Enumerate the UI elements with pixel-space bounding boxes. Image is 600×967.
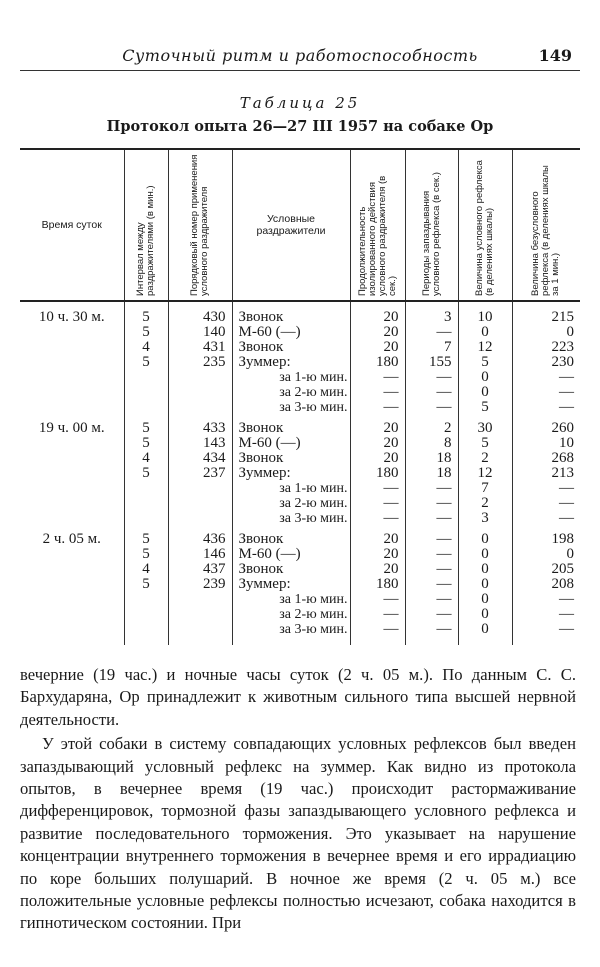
table-cell: Звонок — [232, 451, 350, 466]
table-cell: — — [512, 370, 580, 385]
table-cell: за 1-ю мин. — [232, 481, 350, 496]
table-cell: — — [350, 622, 405, 645]
table-cell: 10 — [512, 436, 580, 451]
table-cell — [168, 622, 232, 645]
table-title: Протокол опыта 26—27 III 1957 на собаке Ор — [106, 118, 494, 135]
table-cell: Звонок — [232, 415, 350, 436]
paragraph: вечерние (19 час.) и ночные часы суток (2 ч. 05 м.). По данным С. С. Бархударяна, Ор принадлежит к животным сильного типа высшей нервной деятельности. — [20, 665, 576, 729]
table-cell — [168, 385, 232, 400]
table-row — [20, 607, 580, 622]
table-number: Таблица 25 — [239, 94, 361, 112]
table-cell: 0 — [458, 607, 512, 622]
table-cell — [124, 481, 168, 496]
table-cell: 208 — [512, 577, 580, 592]
table-cell: 20 — [350, 547, 405, 562]
time-cell — [20, 436, 124, 451]
table-cell: 20 — [350, 415, 405, 436]
table-cell: 434 — [168, 451, 232, 466]
header-rule — [20, 70, 580, 71]
time-cell: 2 ч. 05 м. — [42, 531, 101, 547]
column-header — [168, 149, 232, 301]
table-cell: Зуммер: — [232, 355, 350, 370]
running-head-title: Суточный ритм и работоспособность — [122, 46, 478, 65]
time-cell — [20, 547, 124, 562]
time-cell — [20, 511, 124, 526]
table-cell: — — [350, 511, 405, 526]
time-cell — [20, 385, 124, 400]
table-cell — [124, 511, 168, 526]
paragraph: У этой собаки в систему совпадающих условных рефлексов был введен запаздывающий условный рефлекс на зуммер. Как видно из протокола опытов, в вечернее время (19 час.) происходит растормаживание дифференцировок, тормозной фазы запаздывающего условного рефлекса и развитие последовательного торможения. Это указывает на нарушение концентрации внутреннего торможения в вечернее время и его иррадиацию по коре больших полушарий. В ночное же время (2 ч. 05 м.) все положительные условные рефлексы полностью исчезают, собака находится в гипнотическом состоянии. При — [20, 734, 576, 933]
table-cell: 0 — [458, 385, 512, 400]
table-cell: 5 — [124, 526, 168, 547]
table-cell: 205 — [512, 562, 580, 577]
table-cell: 0 — [458, 547, 512, 562]
table-cell — [168, 607, 232, 622]
table-cell: 5 — [124, 547, 168, 562]
table-row — [20, 436, 580, 451]
table-row — [20, 385, 580, 400]
time-cell — [20, 592, 124, 607]
table-cell: — — [405, 562, 458, 577]
table-cell: — — [405, 400, 458, 415]
table-cell: 260 — [512, 415, 580, 436]
table-cell: 213 — [512, 466, 580, 481]
table-cell: 20 — [350, 301, 405, 325]
table-cell: 3 — [458, 511, 512, 526]
table-cell: 20 — [350, 526, 405, 547]
table-cell: за 3-ю мин. — [232, 511, 350, 526]
table-cell: — — [405, 622, 458, 645]
table-cell: — — [405, 481, 458, 496]
table-cell — [168, 481, 232, 496]
table-cell: 140 — [168, 325, 232, 340]
table-cell — [124, 496, 168, 511]
table-cell: 20 — [350, 436, 405, 451]
table-cell — [124, 592, 168, 607]
table-cell — [168, 592, 232, 607]
table-cell: 20 — [350, 340, 405, 355]
table-cell: — — [350, 592, 405, 607]
table-cell: за 1-ю мин. — [232, 370, 350, 385]
table-cell: — — [512, 511, 580, 526]
column-header-text: Порядковый номер применения условного раздражителя — [189, 154, 210, 296]
time-cell — [20, 562, 124, 577]
column-header-text: Периоды запаздывания условного рефлекса (в сек.) — [420, 172, 442, 296]
table-cell: 430 — [168, 301, 232, 325]
table-cell: М-60 (—) — [232, 547, 350, 562]
table-cell: 5 — [124, 301, 168, 325]
table-cell: 155 — [405, 355, 458, 370]
table-row — [20, 355, 580, 370]
table-cell: — — [512, 592, 580, 607]
table-cell: 235 — [168, 355, 232, 370]
table-row — [20, 562, 580, 577]
table-cell: за 2-ю мин. — [232, 385, 350, 400]
column-header — [405, 149, 458, 301]
table-cell — [124, 370, 168, 385]
table-cell — [124, 622, 168, 645]
table-row — [20, 415, 580, 436]
table-cell: — — [512, 607, 580, 622]
table-cell — [168, 400, 232, 415]
table-cell: 18 — [405, 451, 458, 466]
table-cell: 198 — [512, 526, 580, 547]
table-cell: 5 — [124, 325, 168, 340]
table-cell: 20 — [350, 451, 405, 466]
table-row — [20, 325, 580, 340]
table-cell: — — [405, 370, 458, 385]
table-cell: — — [405, 547, 458, 562]
table-row — [20, 577, 580, 592]
table-cell: 7 — [458, 481, 512, 496]
time-cell — [20, 370, 124, 385]
table-row — [20, 622, 580, 645]
table-cell: — — [405, 577, 458, 592]
table-row — [20, 511, 580, 526]
table-cell: 436 — [168, 526, 232, 547]
table-cell: 215 — [512, 301, 580, 325]
table-cell: — — [350, 496, 405, 511]
table-cell: 0 — [458, 592, 512, 607]
column-header-text: Величина условного рефлекса (в делениях шкалы) — [474, 160, 495, 296]
table-cell: 268 — [512, 451, 580, 466]
column-header — [124, 149, 168, 301]
table-row — [20, 496, 580, 511]
table-cell: за 2-ю мин. — [232, 496, 350, 511]
table-cell: 2 — [458, 451, 512, 466]
table-row — [20, 466, 580, 481]
table-cell: 10 — [458, 301, 512, 325]
table-cell: 30 — [458, 415, 512, 436]
table-cell: 180 — [350, 355, 405, 370]
table-row — [20, 301, 580, 325]
table-cell: 4 — [124, 451, 168, 466]
column-header: Условные раздражители — [232, 149, 350, 301]
table-cell: 12 — [458, 466, 512, 481]
table-cell: — — [512, 385, 580, 400]
table-cell: 7 — [405, 340, 458, 355]
table-cell: М-60 (—) — [232, 325, 350, 340]
table-cell: — — [512, 622, 580, 645]
table-cell: 5 — [458, 436, 512, 451]
table-cell: за 3-ю мин. — [232, 400, 350, 415]
table-cell: — — [350, 481, 405, 496]
table-row — [20, 340, 580, 355]
table-row — [20, 526, 580, 547]
table-cell: 2 — [405, 415, 458, 436]
table-cell — [168, 370, 232, 385]
body-text — [20, 664, 576, 935]
table-row — [20, 451, 580, 466]
table-cell: 180 — [350, 466, 405, 481]
table-row — [20, 370, 580, 385]
table-cell: 0 — [458, 577, 512, 592]
table-cell: — — [350, 385, 405, 400]
table-cell: — — [350, 607, 405, 622]
table-cell: Звонок — [232, 526, 350, 547]
time-cell: 19 ч. 00 м. — [38, 420, 105, 436]
time-cell — [20, 622, 124, 645]
table-cell: — — [512, 400, 580, 415]
table-cell: — — [405, 592, 458, 607]
time-cell — [20, 451, 124, 466]
table-cell: 0 — [512, 325, 580, 340]
time-cell — [20, 325, 124, 340]
time-cell — [20, 355, 124, 370]
table-cell: 4 — [124, 340, 168, 355]
table-cell: 5 — [458, 400, 512, 415]
table-row — [20, 481, 580, 496]
column-header-text: Величина безусловного рефлекса (в делениях шкалы за 1 мин.) — [530, 165, 562, 296]
table-cell: — — [350, 370, 405, 385]
table-cell: 5 — [124, 415, 168, 436]
column-header — [512, 149, 580, 301]
table-cell: Звонок — [232, 301, 350, 325]
table-cell: Звонок — [232, 562, 350, 577]
table-cell — [124, 400, 168, 415]
time-cell — [20, 577, 124, 592]
table-cell: за 2-ю мин. — [232, 607, 350, 622]
column-header — [350, 149, 405, 301]
protocol-table — [20, 148, 580, 645]
table-cell: 8 — [405, 436, 458, 451]
table-cell: — — [405, 496, 458, 511]
time-cell — [20, 496, 124, 511]
column-header — [458, 149, 512, 301]
table-cell: 0 — [512, 547, 580, 562]
column-header: Время суток — [20, 149, 124, 301]
table-cell: за 1-ю мин. — [232, 592, 350, 607]
column-header-text: Интервал между раздражителями (в мин.) — [135, 185, 156, 296]
table-cell: 20 — [350, 325, 405, 340]
table-cell: 5 — [124, 466, 168, 481]
table-cell: 143 — [168, 436, 232, 451]
table-cell: 0 — [458, 370, 512, 385]
table-cell: 230 — [512, 355, 580, 370]
table-cell: Зуммер: — [232, 466, 350, 481]
table-cell: 12 — [458, 340, 512, 355]
table-cell: — — [350, 400, 405, 415]
running-head — [20, 46, 580, 70]
table-cell: 18 — [405, 466, 458, 481]
table-cell: — — [405, 325, 458, 340]
table-cell — [124, 607, 168, 622]
table-cell: 5 — [458, 355, 512, 370]
table-cell: 5 — [124, 436, 168, 451]
table-cell: 180 — [350, 577, 405, 592]
table-cell: — — [405, 385, 458, 400]
table-cell: — — [405, 511, 458, 526]
table-cell: за 3-ю мин. — [232, 622, 350, 645]
table-cell: 3 — [405, 301, 458, 325]
time-cell — [20, 481, 124, 496]
table-cell: 0 — [458, 325, 512, 340]
table-row — [20, 400, 580, 415]
table-cell: 0 — [458, 562, 512, 577]
table-cell: Зуммер: — [232, 577, 350, 592]
table-cell: 146 — [168, 547, 232, 562]
table-cell: — — [405, 607, 458, 622]
table-cell: 239 — [168, 577, 232, 592]
table-cell: 223 — [512, 340, 580, 355]
table-cell: 20 — [350, 562, 405, 577]
table-cell: Звонок — [232, 340, 350, 355]
time-cell — [20, 607, 124, 622]
page-number: 149 — [538, 46, 572, 65]
table-cell — [124, 385, 168, 400]
table-cell — [168, 496, 232, 511]
table-cell: М-60 (—) — [232, 436, 350, 451]
table-cell: 4 — [124, 562, 168, 577]
time-cell — [20, 400, 124, 415]
time-cell — [20, 466, 124, 481]
table-cell: — — [405, 526, 458, 547]
table-cell: 431 — [168, 340, 232, 355]
table-cell: 0 — [458, 526, 512, 547]
table-cell: — — [512, 481, 580, 496]
time-cell: 10 ч. 30 м. — [38, 309, 105, 325]
table-cell: 437 — [168, 562, 232, 577]
table-row — [20, 592, 580, 607]
table-cell: 5 — [124, 355, 168, 370]
table-cell: — — [512, 496, 580, 511]
table-cell: 0 — [458, 622, 512, 645]
table-cell: 237 — [168, 466, 232, 481]
table-cell: 5 — [124, 577, 168, 592]
column-header-text: Продолжительность изолированного действия условного раздражителя (в сек.) — [356, 175, 398, 296]
table-row — [20, 547, 580, 562]
table-cell — [168, 511, 232, 526]
table-cell: 433 — [168, 415, 232, 436]
table-cell: 2 — [458, 496, 512, 511]
time-cell — [20, 340, 124, 355]
